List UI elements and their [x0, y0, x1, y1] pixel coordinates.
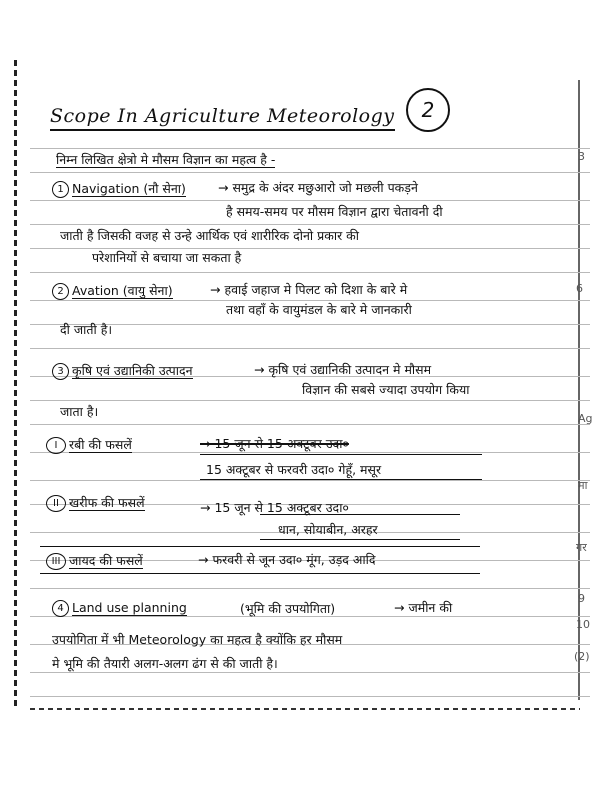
highlight-box	[40, 546, 480, 574]
intro-text: निम्न लिखित क्षेत्रो मे मौसम विज्ञान का महत्व है -	[56, 152, 276, 167]
ruled-line	[30, 588, 590, 589]
ruled-line	[30, 300, 590, 301]
highlight-box	[260, 514, 460, 540]
section-heading-navigation: 1 Navigation (नौ सेना)	[52, 180, 186, 198]
section-line: उपयोगिता में भी Meteorology का महत्व है क्योंकि हर मौसम	[52, 632, 343, 647]
ruled-line	[30, 348, 590, 349]
ruled-line	[30, 400, 590, 401]
crop-detail-kharif-2: धान, सोयाबीन, अरहर	[278, 522, 378, 537]
section-line: तथा वहाँ के वायुमंडल के बारे मे जानकारी	[226, 302, 412, 317]
page-title: Scope In Agriculture Meteorology	[50, 105, 395, 131]
ruled-line	[30, 424, 590, 425]
margin-note: 3	[578, 150, 585, 163]
section-heading-land-use: 4 Land use planning	[52, 600, 187, 617]
highlight-box	[200, 454, 482, 480]
margin-note: 6	[576, 282, 583, 295]
struck-text: → 15 जून से 15 अक्टूबर उदा०	[200, 436, 349, 451]
ruled-line	[30, 696, 590, 697]
ruled-line	[30, 248, 590, 249]
margin-note: (2)	[574, 650, 590, 663]
page-number: 2	[406, 88, 450, 132]
ruled-line	[30, 224, 590, 225]
section-line: विज्ञान की सबसे ज्यादा उपयोग किया	[302, 382, 470, 397]
section-heading-aviation: 2 Avation (वायु सेना)	[52, 282, 173, 300]
section-line: दी जाती है।	[60, 322, 113, 337]
ruled-line	[30, 172, 590, 173]
ruled-line	[30, 200, 590, 201]
bottom-edge	[30, 708, 580, 710]
section-line: है समय-समय पर मौसम विज्ञान द्वारा चेतावनी दी	[226, 204, 443, 219]
margin-note: Ag	[578, 412, 593, 425]
ruled-line	[30, 480, 590, 481]
section-line: जाती है जिसकी वजह से उन्हे आर्थिक एवं शारीरिक दोनो प्रकार की	[60, 228, 360, 243]
crop-detail-kharif: → 15 जून से 15 अक्टूबर उदा०	[200, 500, 349, 515]
margin-note: गर	[576, 541, 587, 554]
margin-note: मा	[578, 479, 588, 492]
crop-detail-zaid: → फरवरी से जून उदा० मूंग, उड़द आदि	[198, 552, 376, 567]
section-line: → कृषि एवं उद्यानिकी उत्पादन मे मौसम	[254, 362, 432, 377]
crop-detail-rabi: 15 अक्टूबर से फरवरी उदा० गेहूँ, मसूर	[206, 462, 382, 477]
section-line: → हवाई जहाज मे पिलट को दिशा के बारे मे	[210, 282, 408, 297]
crop-heading-rabi: I रबी की फसलें	[46, 436, 132, 454]
section-line: परेशानियों से बचाया जा सकता है	[92, 250, 242, 265]
margin-note: 10	[576, 618, 590, 631]
section-line: मे भूमि की तैयारी अलग-अलग ढंग से की जाती है।	[52, 656, 278, 671]
section-line: जाता है।	[60, 404, 99, 419]
crop-heading-zaid: III जायद की फसलें	[46, 552, 143, 570]
land-use-hindi: (भूमि की उपयोगिता)	[240, 601, 336, 616]
margin-note: 9	[578, 592, 585, 605]
section-line: → जमीन की	[394, 600, 453, 615]
section-line: → समुद्र के अंदर मछुआरो जो मछली पकड़ने	[218, 180, 418, 195]
left-torn-edge	[14, 60, 17, 710]
ruled-line	[30, 148, 590, 149]
ruled-line	[30, 272, 590, 273]
ruled-line	[30, 672, 590, 673]
section-heading-agri-horti: 3 कृषि एवं उद्यानिकी उत्पादन	[52, 362, 193, 380]
crop-heading-kharif: II खरीफ की फसलें	[46, 494, 145, 512]
